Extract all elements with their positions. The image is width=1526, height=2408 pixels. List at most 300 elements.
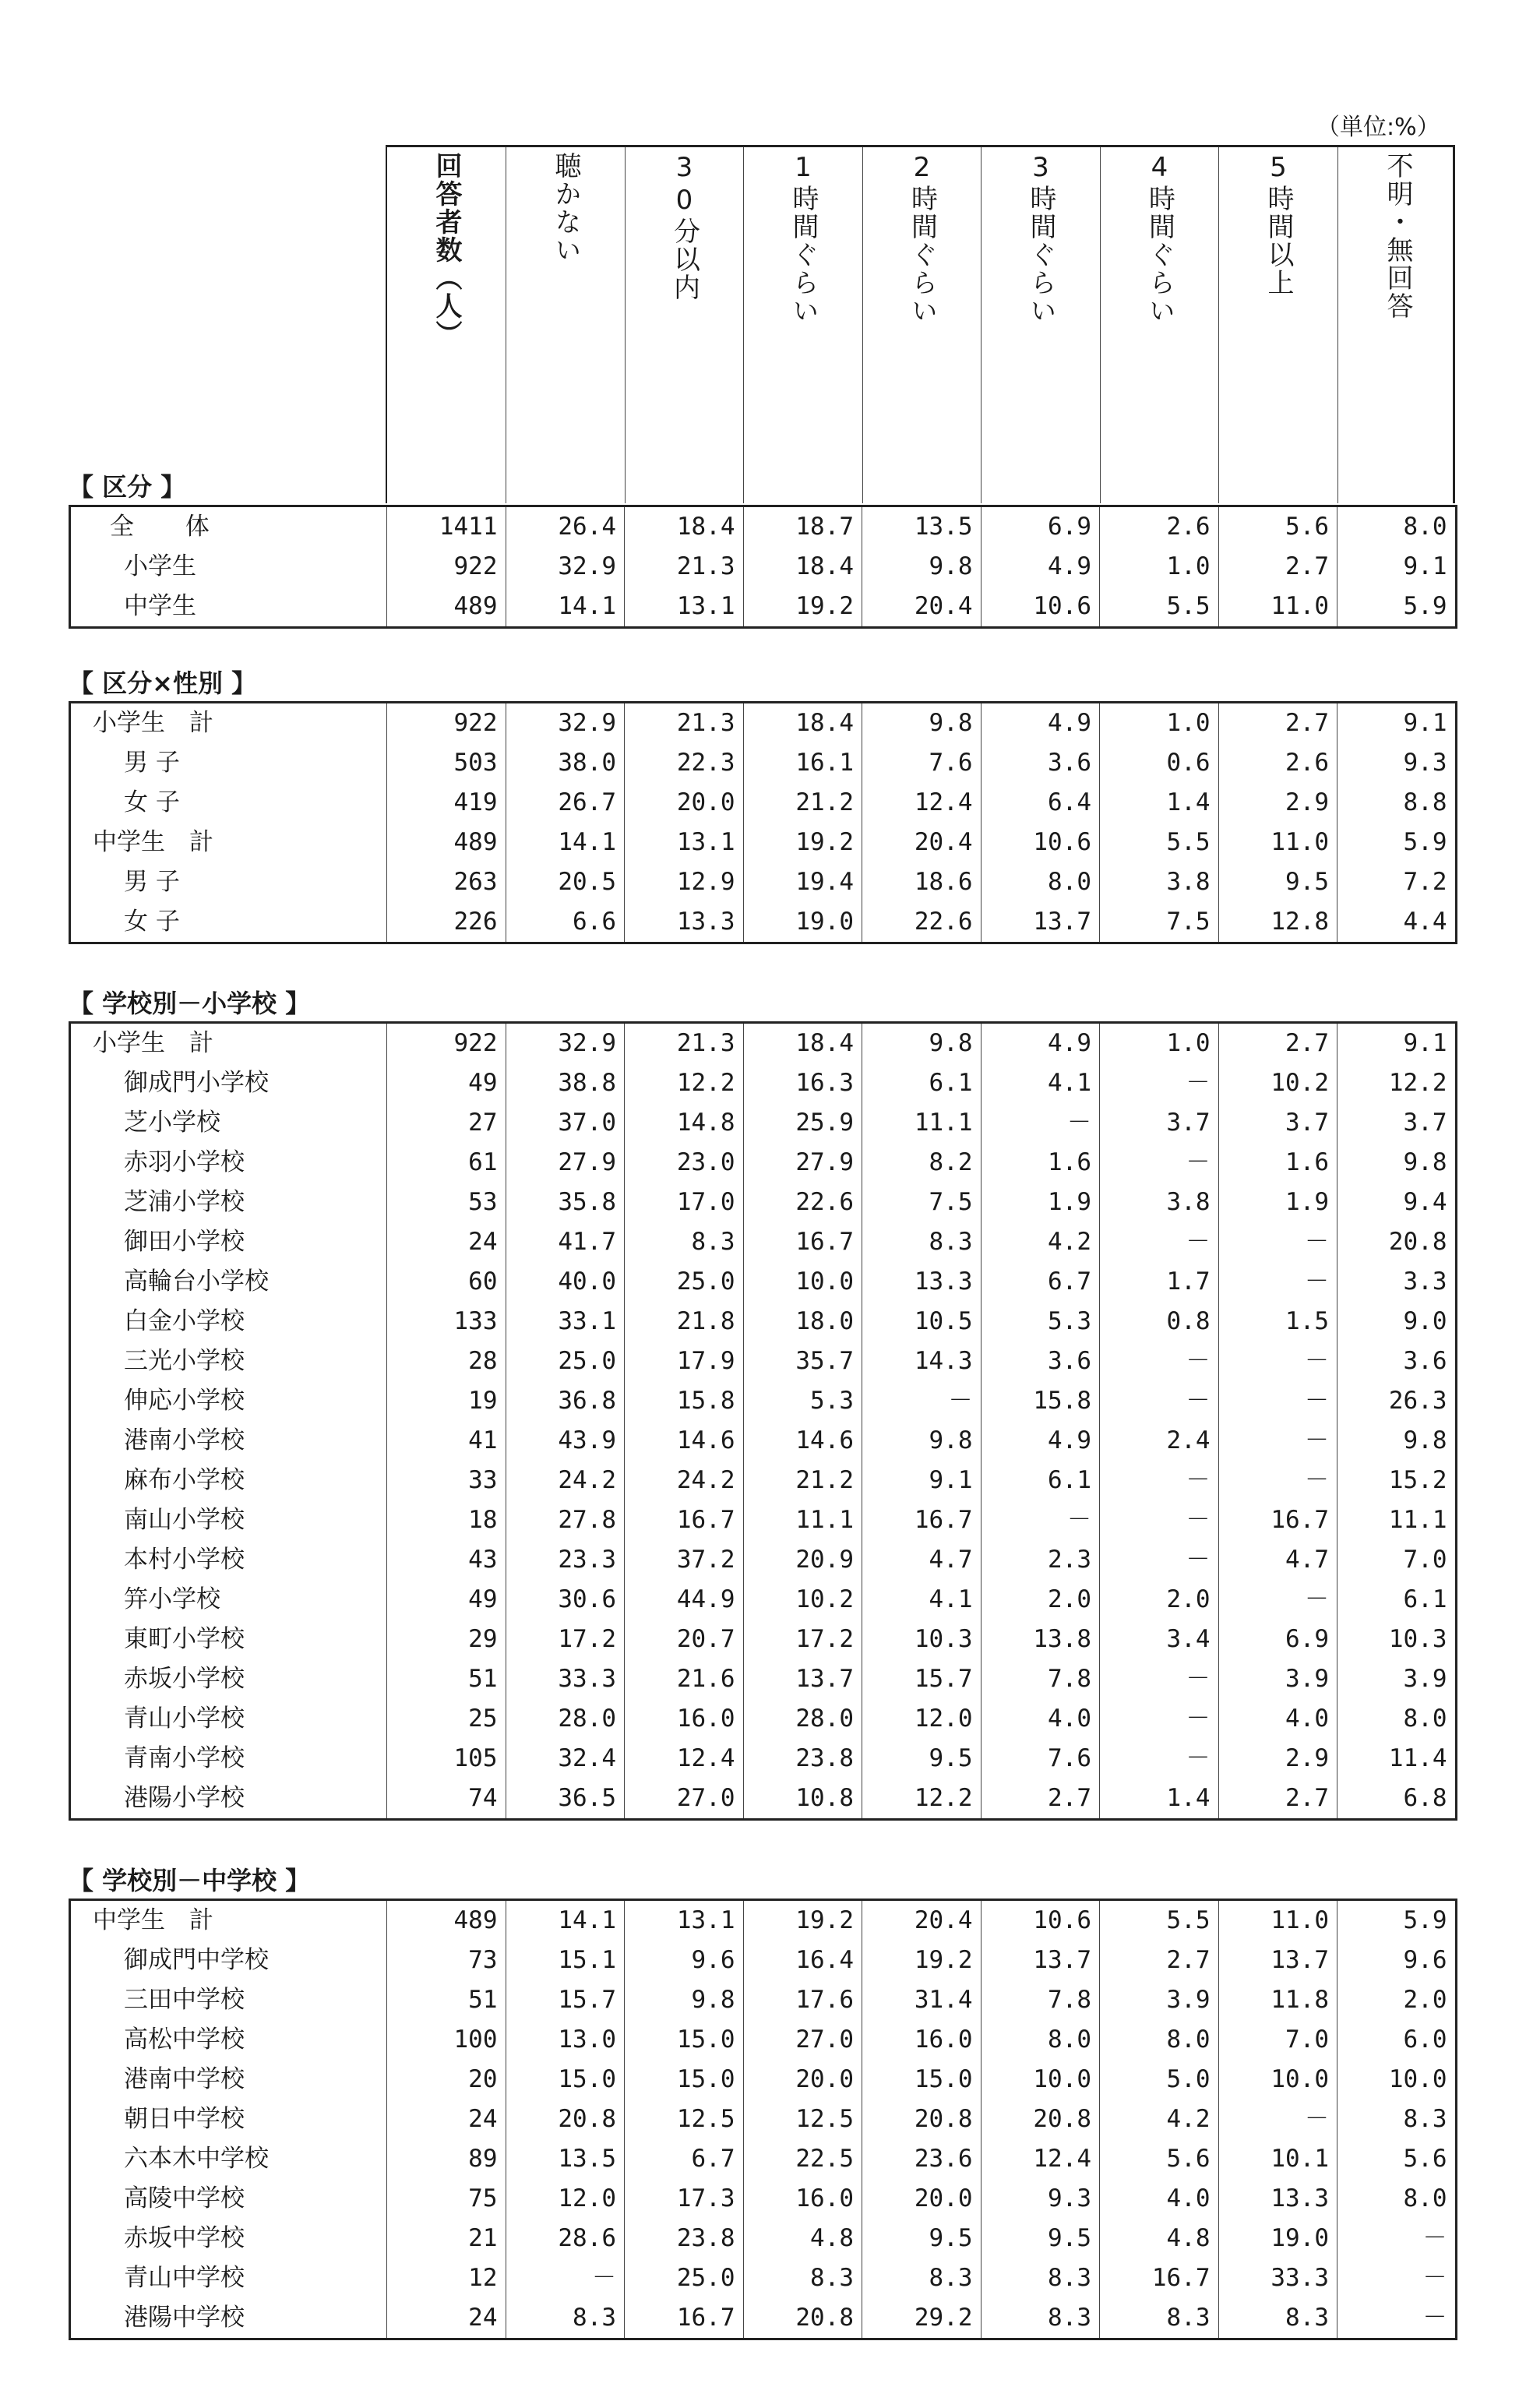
value-cell: 8.3 <box>625 1222 744 1262</box>
value-cell: 18.4 <box>743 547 862 587</box>
value-cell: 7.0 <box>1337 1540 1457 1580</box>
value-cell: 21.2 <box>743 783 862 823</box>
value-cell: 3.8 <box>1100 862 1219 902</box>
value-cell: 12.5 <box>743 2100 862 2139</box>
row-label-cell <box>70 1739 387 1779</box>
value-cell: 21.3 <box>625 703 744 744</box>
value-cell: 17.2 <box>743 1620 862 1659</box>
table-row <box>70 1659 1457 1699</box>
value-cell: 33 <box>387 1461 506 1500</box>
value-cell: 3.4 <box>1100 1620 1219 1659</box>
value-cell: 18.0 <box>743 1302 862 1341</box>
row-label: 高輪台小学校 <box>124 1267 269 1296</box>
value-cell: 9.3 <box>981 2179 1100 2219</box>
value-cell: 15.0 <box>625 2060 744 2100</box>
value-cell: 21.3 <box>625 547 744 587</box>
value-cell: 9.1 <box>1337 1023 1457 1064</box>
value-cell: 4.1 <box>981 1063 1100 1103</box>
section-title: 【 学校別－中学校 】 <box>69 1866 311 1895</box>
value-cell: 60 <box>387 1262 506 1302</box>
value-cell: 16.7 <box>862 1500 982 1540</box>
row-label: 白金小学校 <box>124 1307 245 1335</box>
row-label-cell <box>70 2020 387 2060</box>
value-cell: 2.7 <box>1218 1023 1337 1064</box>
value-cell: 9.5 <box>981 2219 1100 2258</box>
value-cell: 0.8 <box>1100 1302 1219 1341</box>
value-cell: 20.4 <box>862 823 982 862</box>
row-label: 高陵中学校 <box>124 2184 245 2212</box>
value-cell: 37.2 <box>625 1540 744 1580</box>
value-cell: 8.3 <box>1337 2100 1457 2139</box>
value-cell: － <box>1218 1421 1337 1461</box>
value-cell: 20.0 <box>862 2179 982 2219</box>
value-cell: 25.0 <box>506 1341 625 1381</box>
value-cell: 9.1 <box>1337 547 1457 587</box>
column-header <box>1337 147 1457 503</box>
value-cell: 33.3 <box>506 1659 625 1699</box>
value-cell: 10.8 <box>743 1779 862 1820</box>
row-label-cell <box>70 1063 387 1103</box>
value-cell: 8.3 <box>862 2258 982 2298</box>
row-label: 港陽小学校 <box>124 1784 245 1812</box>
row-label-cell <box>70 506 387 548</box>
table-row <box>70 2139 1457 2179</box>
value-cell: 23.6 <box>862 2139 982 2179</box>
row-label-cell <box>70 2060 387 2100</box>
value-cell: 49 <box>387 1580 506 1620</box>
value-cell: 16.4 <box>743 1941 862 1980</box>
row-label: 御田小学校 <box>124 1228 245 1256</box>
value-cell: － <box>981 1500 1100 1540</box>
value-cell: 5.3 <box>981 1302 1100 1341</box>
value-cell: 20.4 <box>862 587 982 628</box>
table-row <box>70 862 1457 902</box>
value-cell: 24 <box>387 1222 506 1262</box>
data-table <box>69 505 1457 629</box>
value-cell: 6.4 <box>981 783 1100 823</box>
value-cell: 4.1 <box>862 1580 982 1620</box>
value-cell: 5.5 <box>1100 1900 1219 1941</box>
row-label: 東町小学校 <box>124 1625 245 1653</box>
value-cell: 17.3 <box>625 2179 744 2219</box>
value-cell: 12.9 <box>625 862 744 902</box>
row-label: 青山小学校 <box>124 1705 245 1733</box>
value-cell: 31.4 <box>862 1980 982 2020</box>
value-cell: 2.3 <box>981 1540 1100 1580</box>
table-row <box>70 1620 1457 1659</box>
value-cell: 3.9 <box>1337 1659 1457 1699</box>
value-cell: 11.1 <box>743 1500 862 1540</box>
value-cell: 12.0 <box>862 1699 982 1739</box>
value-cell: 32.9 <box>506 703 625 744</box>
row-label: 麻布小学校 <box>124 1466 245 1494</box>
column-header <box>625 147 743 503</box>
value-cell: 89 <box>387 2139 506 2179</box>
value-cell: 503 <box>387 743 506 783</box>
table-row <box>70 1500 1457 1540</box>
value-cell: 10.5 <box>862 1302 982 1341</box>
value-cell: － <box>1218 2100 1337 2139</box>
column-header <box>1218 147 1337 503</box>
table-row <box>70 2060 1457 2100</box>
value-cell: － <box>1100 1461 1219 1500</box>
value-cell: 28.6 <box>506 2219 625 2258</box>
row-label: 男 子 <box>124 749 180 777</box>
value-cell: 10.3 <box>1337 1620 1457 1659</box>
value-cell: 3.7 <box>1218 1103 1337 1143</box>
row-label: 赤羽小学校 <box>124 1148 245 1176</box>
row-label: 中学生 計 <box>93 828 213 856</box>
value-cell: － <box>506 2258 625 2298</box>
table-row <box>70 1461 1457 1500</box>
section-title: 【 学校別－小学校 】 <box>69 989 311 1018</box>
value-cell: 9.5 <box>862 1739 982 1779</box>
value-cell: 6.7 <box>625 2139 744 2179</box>
value-cell: 16.7 <box>625 1500 744 1540</box>
value-cell: 1.7 <box>1100 1262 1219 1302</box>
value-cell: 12.2 <box>625 1063 744 1103</box>
value-cell: 61 <box>387 1143 506 1183</box>
value-cell: 922 <box>387 547 506 587</box>
value-cell: － <box>1337 2258 1457 2298</box>
value-cell: 2.7 <box>1100 1941 1219 1980</box>
value-cell: 5.0 <box>1100 2060 1219 2100</box>
value-cell: 7.6 <box>862 743 982 783</box>
value-cell: 8.3 <box>1218 2298 1337 2339</box>
value-cell: 24 <box>387 2100 506 2139</box>
value-cell: 4.0 <box>981 1699 1100 1739</box>
value-cell: 0.6 <box>1100 743 1219 783</box>
value-cell: 489 <box>387 587 506 628</box>
value-cell: － <box>1100 1063 1219 1103</box>
value-cell: 32.4 <box>506 1739 625 1779</box>
value-cell: 8.8 <box>1337 783 1457 823</box>
value-cell: 4.0 <box>1100 2179 1219 2219</box>
value-cell: 1.0 <box>1100 703 1219 744</box>
row-label-cell <box>70 2298 387 2339</box>
value-cell: 20.8 <box>981 2100 1100 2139</box>
row-label-cell <box>70 1421 387 1461</box>
value-cell: 75 <box>387 2179 506 2219</box>
column-header-label: 5時間以上 <box>1263 152 1294 297</box>
value-cell: 13.3 <box>862 1262 982 1302</box>
value-cell: 10.2 <box>1218 1063 1337 1103</box>
value-cell: 5.6 <box>1100 2139 1219 2179</box>
table-row <box>70 1739 1457 1779</box>
value-cell: 1.6 <box>981 1143 1100 1183</box>
table-row <box>70 2298 1457 2339</box>
value-cell: 10.1 <box>1218 2139 1337 2179</box>
value-cell: 10.0 <box>1337 2060 1457 2100</box>
value-cell: 9.8 <box>862 703 982 744</box>
value-cell: 21 <box>387 2219 506 2258</box>
value-cell: 21.3 <box>625 1023 744 1064</box>
value-cell: － <box>1100 1739 1219 1779</box>
value-cell: － <box>981 1103 1100 1143</box>
row-label: 青南小学校 <box>124 1744 245 1772</box>
value-cell: 23.3 <box>506 1540 625 1580</box>
value-cell: 23.8 <box>625 2219 744 2258</box>
value-cell: 8.3 <box>862 1222 982 1262</box>
value-cell: 17.6 <box>743 1980 862 2020</box>
value-cell: 7.8 <box>981 1980 1100 2020</box>
value-cell: 9.4 <box>1337 1183 1457 1222</box>
column-header <box>743 147 862 503</box>
value-cell: 5.9 <box>1337 1900 1457 1941</box>
value-cell: 12.4 <box>625 1739 744 1779</box>
value-cell: 18.7 <box>743 506 862 548</box>
column-header-label: 聴かない <box>550 152 581 264</box>
value-cell: － <box>862 1381 982 1421</box>
value-cell: 5.5 <box>1100 587 1219 628</box>
value-cell: 14.6 <box>743 1421 862 1461</box>
table-row <box>70 1262 1457 1302</box>
value-cell: 44.9 <box>625 1580 744 1620</box>
value-cell: 8.0 <box>1337 1699 1457 1739</box>
value-cell: 5.9 <box>1337 823 1457 862</box>
column-header <box>1100 147 1218 503</box>
table-row <box>70 2100 1457 2139</box>
value-cell: － <box>1100 1500 1219 1540</box>
row-label-cell <box>70 2139 387 2179</box>
table-row <box>70 1980 1457 2020</box>
value-cell: 51 <box>387 1980 506 2020</box>
value-cell: 15.0 <box>625 2020 744 2060</box>
value-cell: － <box>1218 1222 1337 1262</box>
value-cell: 6.8 <box>1337 1779 1457 1820</box>
value-cell: 12.2 <box>862 1779 982 1820</box>
table-row <box>70 823 1457 862</box>
table-row <box>70 1023 1457 1064</box>
row-label: 全 体 <box>110 513 231 541</box>
value-cell: 18.4 <box>743 1023 862 1064</box>
value-cell: 4.7 <box>1218 1540 1337 1580</box>
table-row <box>70 743 1457 783</box>
value-cell: 8.3 <box>506 2298 625 2339</box>
value-cell: 8.3 <box>981 2258 1100 2298</box>
column-header-label: 2時間ぐらい <box>906 152 938 325</box>
value-cell: 2.9 <box>1218 783 1337 823</box>
value-cell: － <box>1218 1461 1337 1500</box>
value-cell: 9.3 <box>1337 743 1457 783</box>
value-cell: 27 <box>387 1103 506 1143</box>
value-cell: 5.5 <box>1100 823 1219 862</box>
value-cell: 2.7 <box>1218 1779 1337 1820</box>
row-label: 小学生 <box>124 552 196 580</box>
value-cell: － <box>1218 1262 1337 1302</box>
value-cell: 20.8 <box>1337 1222 1457 1262</box>
value-cell: 7.2 <box>1337 862 1457 902</box>
value-cell: 14.1 <box>506 823 625 862</box>
value-cell: 19.2 <box>743 587 862 628</box>
column-header-label: 回答者数（人） <box>431 152 462 348</box>
row-label-cell <box>70 1143 387 1183</box>
row-label-cell <box>70 1023 387 1064</box>
value-cell: 20 <box>387 2060 506 2100</box>
value-cell: 25 <box>387 1699 506 1739</box>
value-cell: 12.2 <box>1337 1063 1457 1103</box>
value-cell: 2.6 <box>1218 743 1337 783</box>
value-cell: 25.0 <box>625 1262 744 1302</box>
value-cell: 2.6 <box>1100 506 1219 548</box>
value-cell: 26.7 <box>506 783 625 823</box>
value-cell: 13.1 <box>625 823 744 862</box>
value-cell: 10.0 <box>1218 2060 1337 2100</box>
value-cell: 17.9 <box>625 1341 744 1381</box>
value-cell: 5.9 <box>1337 587 1457 628</box>
row-label-cell <box>70 703 387 744</box>
column-header-label: 30分以内 <box>668 152 700 301</box>
value-cell: 41 <box>387 1421 506 1461</box>
value-cell: 14.3 <box>862 1341 982 1381</box>
value-cell: 19.2 <box>743 1900 862 1941</box>
row-label-cell <box>70 1461 387 1500</box>
value-cell: 20.8 <box>862 2100 982 2139</box>
value-cell: 51 <box>387 1659 506 1699</box>
row-label-cell <box>70 1620 387 1659</box>
row-label-cell <box>70 1222 387 1262</box>
value-cell: － <box>1218 1580 1337 1620</box>
value-cell: 26.4 <box>506 506 625 548</box>
row-label-cell <box>70 1659 387 1699</box>
value-cell: 3.6 <box>981 1341 1100 1381</box>
value-cell: 9.1 <box>862 1461 982 1500</box>
value-cell: 15.8 <box>981 1381 1100 1421</box>
value-cell: 4.7 <box>862 1540 982 1580</box>
value-cell: 11.1 <box>862 1103 982 1143</box>
value-cell: 20.7 <box>625 1620 744 1659</box>
row-label-cell <box>70 862 387 902</box>
row-label-cell <box>70 587 387 628</box>
row-label: 高松中学校 <box>124 2025 245 2054</box>
value-cell: 24 <box>387 2298 506 2339</box>
row-label-cell <box>70 2100 387 2139</box>
value-cell: 16.7 <box>1100 2258 1219 2298</box>
value-cell: 19.2 <box>862 1941 982 1980</box>
row-label: 中学生 計 <box>93 1906 213 1934</box>
value-cell: 8.0 <box>1100 2020 1219 2060</box>
value-cell: 19 <box>387 1381 506 1421</box>
value-cell: 14.6 <box>625 1421 744 1461</box>
value-cell: 10.3 <box>862 1620 982 1659</box>
value-cell: 7.5 <box>1100 902 1219 943</box>
value-cell: 11.8 <box>1218 1980 1337 2020</box>
row-label-cell <box>70 1183 387 1222</box>
value-cell: 36.8 <box>506 1381 625 1421</box>
value-cell: 9.8 <box>862 1023 982 1064</box>
value-cell: 3.3 <box>1337 1262 1457 1302</box>
row-label-cell <box>70 1980 387 2020</box>
value-cell: 8.3 <box>1100 2298 1219 2339</box>
table-row <box>70 902 1457 943</box>
row-label-cell <box>70 1580 387 1620</box>
value-cell: 13.1 <box>625 587 744 628</box>
column-header <box>387 147 506 503</box>
value-cell: 9.5 <box>1218 862 1337 902</box>
table-row <box>70 1341 1457 1381</box>
value-cell: 29.2 <box>862 2298 982 2339</box>
table-row <box>70 1421 1457 1461</box>
row-label-cell <box>70 743 387 783</box>
value-cell: 226 <box>387 902 506 943</box>
row-label-cell <box>70 1500 387 1540</box>
value-cell: － <box>1218 1381 1337 1421</box>
value-cell: 15.7 <box>862 1659 982 1699</box>
row-label: 伸応小学校 <box>124 1387 245 1415</box>
table-row <box>70 1580 1457 1620</box>
value-cell: 13.8 <box>981 1620 1100 1659</box>
value-cell: 6.1 <box>862 1063 982 1103</box>
value-cell: 13.5 <box>862 506 982 548</box>
value-cell: 133 <box>387 1302 506 1341</box>
row-label-cell <box>70 1381 387 1421</box>
value-cell: 21.2 <box>743 1461 862 1500</box>
column-header <box>981 147 1100 503</box>
value-cell: 38.8 <box>506 1063 625 1103</box>
value-cell: 2.0 <box>1337 1980 1457 2020</box>
row-label: 三田中学校 <box>124 1986 245 2014</box>
row-label-cell <box>70 1900 387 1941</box>
value-cell: 489 <box>387 1900 506 1941</box>
value-cell: 20.9 <box>743 1540 862 1580</box>
value-cell: 489 <box>387 823 506 862</box>
value-cell: 6.0 <box>1337 2020 1457 2060</box>
table-row <box>70 1103 1457 1143</box>
value-cell: 10.2 <box>743 1580 862 1620</box>
value-cell: 15.2 <box>1337 1461 1457 1500</box>
value-cell: 2.4 <box>1100 1421 1219 1461</box>
value-cell: 22.6 <box>862 902 982 943</box>
value-cell: － <box>1100 1381 1219 1421</box>
value-cell: 3.6 <box>1337 1341 1457 1381</box>
section-title: 【 区分 】 <box>69 472 186 502</box>
value-cell: 19.0 <box>1218 2219 1337 2258</box>
value-cell: － <box>1337 2298 1457 2339</box>
value-cell: 16.0 <box>862 2020 982 2060</box>
value-cell: 36.5 <box>506 1779 625 1820</box>
value-cell: 1.0 <box>1100 547 1219 587</box>
value-cell: 12 <box>387 2258 506 2298</box>
value-cell: 6.9 <box>981 506 1100 548</box>
row-label-cell <box>70 823 387 862</box>
value-cell: 11.0 <box>1218 1900 1337 1941</box>
value-cell: 4.8 <box>1100 2219 1219 2258</box>
value-cell: 35.7 <box>743 1341 862 1381</box>
value-cell: 4.9 <box>981 703 1100 744</box>
value-cell: 3.8 <box>1100 1183 1219 1222</box>
value-cell: 9.8 <box>1337 1143 1457 1183</box>
value-cell: 4.4 <box>1337 902 1457 943</box>
value-cell: 43.9 <box>506 1421 625 1461</box>
table-row <box>70 783 1457 823</box>
value-cell: 9.0 <box>1337 1302 1457 1341</box>
row-label-cell <box>70 2179 387 2219</box>
value-cell: 5.6 <box>1337 2139 1457 2179</box>
value-cell: 15.1 <box>506 1941 625 1980</box>
value-cell: 19.4 <box>743 862 862 902</box>
value-cell: 30.6 <box>506 1580 625 1620</box>
value-cell: 27.9 <box>506 1143 625 1183</box>
value-cell: 18.6 <box>862 862 982 902</box>
value-cell: 1.9 <box>1218 1183 1337 1222</box>
column-header-label: 1時間ぐらい <box>788 152 819 325</box>
value-cell: 22.6 <box>743 1183 862 1222</box>
value-cell: 5.6 <box>1218 506 1337 548</box>
value-cell: 12.4 <box>862 783 982 823</box>
value-cell: 27.9 <box>743 1143 862 1183</box>
value-cell: 28 <box>387 1341 506 1381</box>
value-cell: 19.0 <box>743 902 862 943</box>
